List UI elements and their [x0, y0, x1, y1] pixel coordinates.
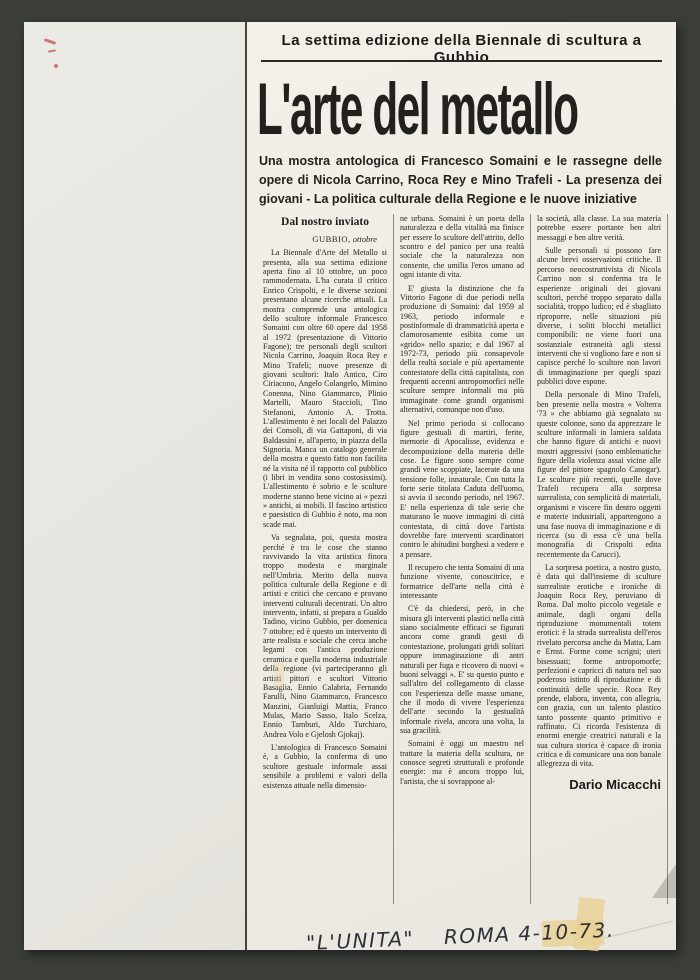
article-column-2	[393, 214, 530, 904]
correspondent-label: Dal nostro inviato	[281, 216, 369, 228]
annotation-place: ROMA	[443, 922, 512, 949]
paragraph: Somaini è oggi un maestro nel trattare la materia della scultura, ne conosce segreti strutturali e profonde energie: ma è ancora troppo lui, l'artista, che si sovrappone al-	[400, 739, 524, 786]
paragraph: Il recupero che tenta Somaini di una funzione vivente, conoscitrice, e formatrice dell'arte nella città è interessante	[400, 562, 524, 601]
paragraph: ne urbana. Somaini è un poeta della naturalezza e della vitalità ma finisce per essere lo scultore dell'attrito, dello scontro e del panico per una realtà sociale che la naturalezza non consente, che umilia l'eros umano ad ogni istante di vita.	[400, 214, 524, 280]
dateline-city: GUBBIO,	[312, 234, 351, 245]
paragraph: la società, alla classe. La sua materia potrebbe essere portante ben altri messaggi e ben altre verità.	[537, 214, 661, 242]
dateline	[263, 235, 387, 245]
paragraph: L'antologica di Francesco Somaini è, a Gubbio, la conferma di uno scultore gestuale informale assai sensibile a problemi e valori della esistenza attuale nella dimensio-	[263, 743, 387, 790]
paragraph: Nel primo periodo si collocano figure gestuali di martiri, ferite, memorie di Apocalisse, evidenza e decomposizione della materia delle cose. Le figure sono sempre come grandi vene scoppiate, lacerate da una tensione folle, innaturale. Con tutta la forte serie titolata Caduta dell'uomo, si avvia il secondo periodo, nel 1967. E' nella esperienza di tale serie che maturano le nuove immagini di città contestata, di città dove l'artista dovrebbe fare interventi scardinatori contro le abitudini borghesi a vedere e a pensare.	[400, 418, 524, 559]
album-page	[24, 22, 676, 955]
article-column-3	[530, 214, 667, 904]
paragraph: E' giusta la distinzione che fa Vittorio Fagone di due periodi nella produzione di Somaini: dal 1959 al 1963, periodo informale e postinformale di drammaticità aperta e clamorosamente esibita come un «grido» nello spazio; e dal 1967 al 1972-73, periodo più consapevole della realtà sociale e più apertamente contestatore della città capitalista, con frequenti accenni antropomorfici nelle sculture sempre informali ma più immaginate come grandi organismi alternativi, comunque non d'uso.	[400, 283, 524, 415]
article-kicker: La settima edizione della Biennale di scultura a Gubbio	[281, 32, 642, 66]
page-corner-fold	[652, 864, 676, 898]
red-pencil-mark	[54, 64, 58, 68]
article-headline: L'arte del metallo	[257, 69, 578, 151]
article-columns	[257, 214, 668, 904]
paragraph: La sorpresa poetica, a nostro gusto, è data qui dall'insieme di sculture surrealiste erotiche e ironiche di Joaquin Roca Rey, peruviano di Roma. Dal molto piccolo vegetale e animale, dagli organi della riproduzione monumentali totem erotici: è la strada surrealista dell'eros rivelato percorsa anche da Matta, Lam e Ernst. Forme come scrigni; uteri bisessuati; forme antropomorfe; perfezioni e capricci di natura nel suo poderoso istinto di riproduzione e di continuità delle specie. Roca Rey prende, elabora, inventa, con allegria, con grazia, con un talento plastico tanto possente quanto primitivo e raffinato. Ci ricorda l'esistenza di enormi energie creatrici naturali e la sua cultura storica è capace di ironia critica e di comunicare una non banale allegrezza di vita.	[537, 562, 661, 769]
kicker-rule-divider	[261, 60, 662, 62]
newspaper-clipping	[245, 22, 676, 950]
red-pencil-mark	[48, 49, 56, 52]
yellowed-tape	[274, 662, 284, 688]
annotation-source: "L'UNITA"	[305, 926, 415, 955]
paragraph: C'è da chiedersi, però, in che misura gli interventi plastici nella città siano socialmente efficaci se figurati ancora come grandi gesti di contestazione, prolungati gridi solitari oppure immaginazione di antri naturali per fuga e ricovero di nuovi « buoni selvaggi ». E' su questo punto e sull'altro del collegamento di classe con l'esperienza delle masse umane, che il modo di vivere l'esperienza dell'arte secondo la gestualità informale rivela, ancora una volta, la sua gracilità.	[400, 604, 524, 736]
paragraph: Va segnalata, poi, questa mostra perché è tra le cose che stanno ravvivando la vita artistica finora troppo modesta e marginale nell'Umbria. Merito della nuova politica culturale della Regione e di artisti e critici che cercano e provano interventi culturali decentrati. Un altro intervento, infatti, si prepara a Gualdo Tadino, vicino Gubbio, per domenica 7 ottobre; ed è questo un intervento di arte realista e sociale che cerca anche legami con l'antica produzione ceramica e quella moderna industriale della regione (vi parteciperanno gli artisti pittori e scultori Vittorio Basaglia, Ennio Calabria, Fernando Farulli, Nino Giammarco, Francesco Manzini, Gianluigi Mattia, Franco Mulas, Mario Sasso, Italo Scelza, Ennio Tamburi, Aldo Turchiaro, Andrea Volo e Gjelosh Gjokaj).	[263, 533, 387, 739]
article-column-1	[257, 214, 393, 904]
paragraph: Della personale di Mino Trafeli, ben presente nella mostra « Volterra '73 » che abbiamo già segnalato su queste colonne, sono da apprezzare le sculture informali in lamiera saldata che hanno figure di antichi e nuovi mostri aggressivi (sono emblematiche figure della violenza assai vicine alle figure del pittore spagnolo Canogar). Le sculture più recenti, quelle dove Trafeli recupera alla sorpresa surrealista, con semplicità di materiali, organismi e viscere fin dentro oggetti e materie industriali, appartengono a una fase nuova di immaginazione e di ricerca (su di essa c'è una bella monografia di Crispolti edita recentemente da Carucci).	[537, 390, 661, 559]
dateline-month: ottobre	[352, 234, 377, 245]
author-byline: Dario Micacchi	[569, 776, 661, 792]
annotation-date: 4-10-73.	[517, 917, 616, 946]
red-pencil-mark	[44, 38, 56, 45]
article-subtitle: Una mostra antologica di Francesco Somaini e le rassegne delle opere di Nicola Carrino, Roca Rey e Mino Trafeli - La presenza dei giovani - La politica culturale della Regione e le nuove iniziative	[259, 154, 662, 206]
paragraph: Sulle personali si possono fare alcune brevi osservazioni critiche. Il percorso neocostruttivista di Nicola Carrino non si conferma tra le esperienze originali dei giovani scultori, perché troppo separato dalla socialità, troppo ludico; ed è sbagliato riproporre, nelle situazioni più diverse, i soliti blocchi metallici componibili: ne viene fuori una sostanziale estraneità agli stessi interventi che si vogliono fare e non si capisce perché lo scultore non lavori di immaginazione per quegli spazi pubblici dove espone.	[537, 246, 661, 387]
paragraph: La Biennale d'Arte del Metallo si presenta, alla sua settima edizione aperta fino al 10 ottobre, un poco rammodernata. L'ha curata il critico Enrico Crispolti, e le diverse sezioni presentano alcune ricerche attuali. La mostra comprende una antologica dello scultore informale Francesco Somaini con oltre 60 opere dal 1958 al 1972 (presentazione di Vittorio Fagone); tre personali degli scultori Nicola Carrino, Joaquin Roca Rey e Mino Trafeli; nuove presenze di giovani scultori: Italo Antico, Ciro Ciriacono, Angelo Colangelo, Mimino Conenna, Nino Giammarco, Plinio Martelli, Mauro Staccioli, Tino Stefanoni, Antonio A. Trotta. L'allestimento è nei locali del Palazzo dei Consoli, di via Gattaponi, di via Baldassini e, all'aperto, in piazza della Signoria. Manca un catalogo generale della mostra e questo fatto non facilita né la visita né il rapporto col pubblico (i libri in vendita sono costosissimi). L'allestimento è sobrio e le sculture moderne stanno bene vicino ai « pezzi » antichi, ai mobili. Il fascino artistico e paesistico di Gubbio è noto, ma non scade mai.	[263, 248, 387, 529]
